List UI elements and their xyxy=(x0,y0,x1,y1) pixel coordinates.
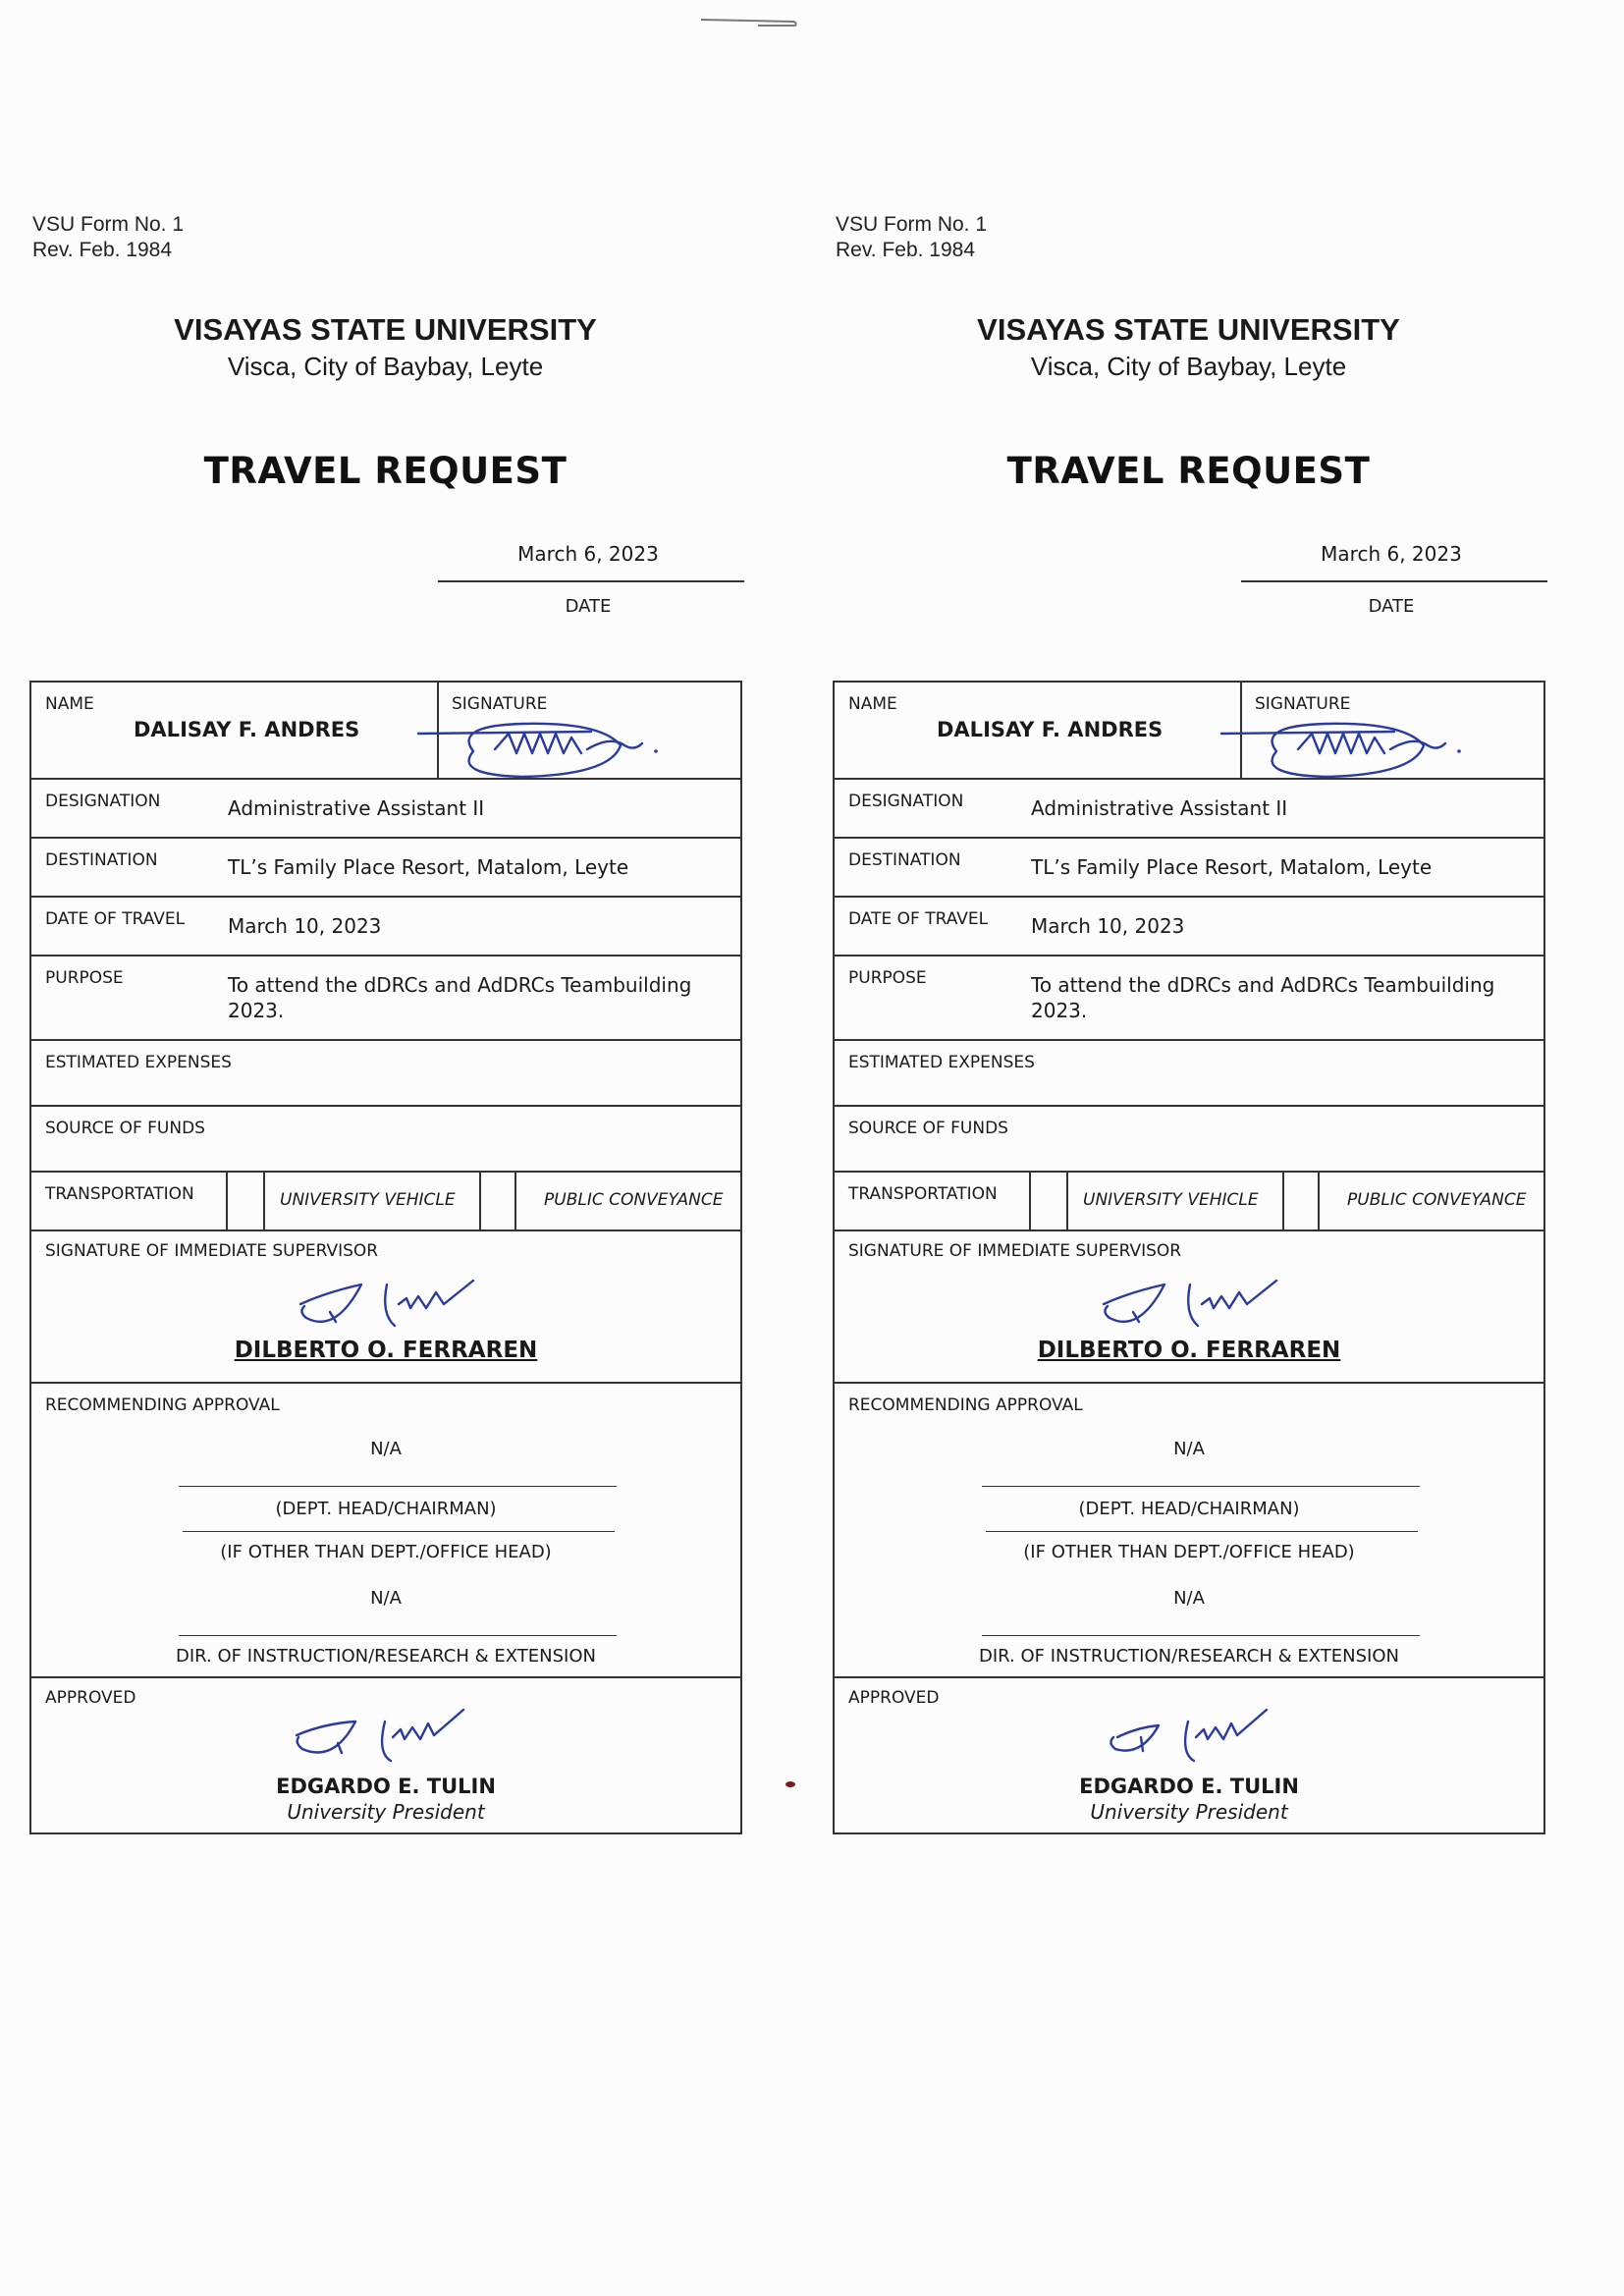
recommending-approval-row xyxy=(31,1384,740,1678)
supervisor-row xyxy=(31,1231,740,1384)
supervisor-name: DILBERTO O. FERRAREN xyxy=(1037,1338,1341,1363)
purpose-label: PURPOSE xyxy=(848,968,927,988)
signature-label: SIGNATURE xyxy=(452,694,548,714)
dept-head-label: (DEPT. HEAD/CHAIRMAN) xyxy=(275,1499,497,1519)
date-label: DATE xyxy=(565,596,612,617)
public-conveyance-checkbox[interactable] xyxy=(479,1173,481,1230)
recommending-approval-label: RECOMMENDING APPROVAL xyxy=(45,1395,280,1415)
approved-label: APPROVED xyxy=(45,1688,136,1708)
name-label: NAME xyxy=(45,694,94,714)
date-of-travel-label: DATE OF TRAVEL xyxy=(848,909,989,929)
dept-head-signature-line xyxy=(982,1486,1420,1487)
transportation-label: TRANSPORTATION xyxy=(45,1184,194,1204)
destination-label: DESTINATION xyxy=(848,850,961,870)
if-other-label: (IF OTHER THAN DEPT./OFFICE HEAD) xyxy=(1023,1542,1355,1562)
transportation-row xyxy=(31,1173,740,1231)
other-head-signature-line xyxy=(986,1531,1418,1532)
source-of-funds-label: SOURCE OF FUNDS xyxy=(45,1119,205,1138)
source-of-funds-row xyxy=(31,1107,740,1173)
supervisor-signature xyxy=(1100,1275,1335,1347)
if-other-label: (IF OTHER THAN DEPT./OFFICE HEAD) xyxy=(220,1542,552,1562)
university-vehicle-checkbox[interactable] xyxy=(1029,1173,1031,1230)
designation-value: Administrative Assistant II xyxy=(1031,796,1288,820)
transport-option-public-conveyance: PUBLIC CONVEYANCE xyxy=(544,1190,724,1210)
transport-option-university-vehicle: UNIVERSITY VEHICLE xyxy=(280,1190,456,1210)
supervisor-signature xyxy=(297,1275,532,1347)
university-name: VISAYAS STATE UNIVERSITY xyxy=(977,312,1400,347)
date-of-travel-value: March 10, 2023 xyxy=(228,914,382,938)
name-label: NAME xyxy=(848,694,897,714)
destination-row xyxy=(835,839,1543,898)
estimated-expenses-row xyxy=(31,1041,740,1107)
estimated-expenses-label: ESTIMATED EXPENSES xyxy=(45,1053,232,1072)
director-signature-line xyxy=(982,1635,1420,1636)
dept-head-signature-line xyxy=(179,1486,617,1487)
approved-row xyxy=(835,1678,1543,1836)
supervisor-row xyxy=(835,1231,1543,1384)
university-name: VISAYAS STATE UNIVERSITY xyxy=(174,312,597,347)
president-signature xyxy=(1098,1708,1294,1777)
transportation-row xyxy=(835,1173,1543,1231)
estimated-expenses-label: ESTIMATED EXPENSES xyxy=(848,1053,1035,1072)
source-of-funds-row xyxy=(835,1107,1543,1173)
travel-request-form-left xyxy=(29,0,745,1846)
date-of-travel-value: March 10, 2023 xyxy=(1031,914,1185,938)
travel-request-form-right xyxy=(833,0,1548,1846)
university-vehicle-checkbox[interactable] xyxy=(226,1173,228,1230)
date-of-travel-label: DATE OF TRAVEL xyxy=(45,909,186,929)
form-revision: Rev. Feb. 1984 xyxy=(32,239,173,261)
name-value: DALISAY F. ANDRES xyxy=(134,718,360,741)
form-number: VSU Form No. 1 xyxy=(32,213,185,236)
designation-row xyxy=(835,780,1543,839)
checkbox-divider xyxy=(514,1173,516,1230)
form-header xyxy=(32,212,184,263)
destination-label: DESTINATION xyxy=(45,850,158,870)
dept-head-label: (DEPT. HEAD/CHAIRMAN) xyxy=(1078,1499,1300,1519)
president-name: EDGARDO E. TULIN xyxy=(1079,1775,1299,1798)
public-conveyance-checkbox[interactable] xyxy=(1282,1173,1284,1230)
destination-value: TL’s Family Place Resort, Matalom, Leyte xyxy=(1031,855,1433,879)
date-value: March 6, 2023 xyxy=(1321,542,1462,566)
date-of-travel-row xyxy=(835,898,1543,957)
form-title: TRAVEL REQUEST xyxy=(203,450,568,492)
president-title: University President xyxy=(287,1800,485,1824)
approved-label: APPROVED xyxy=(848,1688,940,1708)
checkbox-divider xyxy=(1066,1173,1068,1230)
designation-value: Administrative Assistant II xyxy=(228,796,485,820)
ink-speck xyxy=(785,1781,795,1787)
name-value: DALISAY F. ANDRES xyxy=(937,718,1164,741)
president-signature xyxy=(295,1708,491,1777)
transport-option-university-vehicle: UNIVERSITY VEHICLE xyxy=(1083,1190,1259,1210)
destination-value: TL’s Family Place Resort, Matalom, Leyte xyxy=(228,855,629,879)
request-table xyxy=(833,681,1545,1834)
form-title: TRAVEL REQUEST xyxy=(1006,450,1371,492)
purpose-value: To attend the dDRCs and AdDRCs Teambuilding 2023. xyxy=(1031,973,1495,1022)
transport-option-public-conveyance: PUBLIC CONVEYANCE xyxy=(1347,1190,1527,1210)
destination-row xyxy=(31,839,740,898)
form-header xyxy=(836,212,987,263)
estimated-expenses-row xyxy=(835,1041,1543,1107)
recommending-approval-label: RECOMMENDING APPROVAL xyxy=(848,1395,1083,1415)
recommending-na-2: N/A xyxy=(370,1588,402,1609)
supervisor-label: SIGNATURE OF IMMEDIATE SUPERVISOR xyxy=(848,1241,1182,1261)
purpose-row xyxy=(835,957,1543,1041)
name-row xyxy=(31,683,740,780)
designation-row xyxy=(31,780,740,839)
date-rule xyxy=(438,580,744,582)
president-title: University President xyxy=(1090,1800,1288,1824)
request-table xyxy=(29,681,742,1834)
purpose-row xyxy=(31,957,740,1041)
director-signature-line xyxy=(179,1635,617,1636)
recommending-na-1: N/A xyxy=(1173,1439,1205,1459)
other-head-signature-line xyxy=(183,1531,615,1532)
director-label: DIR. OF INSTRUCTION/RESEARCH & EXTENSION xyxy=(176,1646,596,1667)
name-row xyxy=(835,683,1543,780)
president-name: EDGARDO E. TULIN xyxy=(276,1775,496,1798)
date-rule xyxy=(1241,580,1547,582)
supervisor-name: DILBERTO O. FERRAREN xyxy=(234,1338,538,1363)
checkbox-divider xyxy=(263,1173,265,1230)
purpose-label: PURPOSE xyxy=(45,968,124,988)
recommending-na-2: N/A xyxy=(1173,1588,1205,1609)
approved-row xyxy=(31,1678,740,1836)
supervisor-label: SIGNATURE OF IMMEDIATE SUPERVISOR xyxy=(45,1241,379,1261)
source-of-funds-label: SOURCE OF FUNDS xyxy=(848,1119,1008,1138)
form-number: VSU Form No. 1 xyxy=(836,213,988,236)
director-label: DIR. OF INSTRUCTION/RESEARCH & EXTENSION xyxy=(979,1646,1399,1667)
recommending-approval-row xyxy=(835,1384,1543,1678)
signature-label: SIGNATURE xyxy=(1255,694,1351,714)
date-of-travel-row xyxy=(31,898,740,957)
transportation-label: TRANSPORTATION xyxy=(848,1184,998,1204)
university-address: Visca, City of Baybay, Leyte xyxy=(1030,352,1347,381)
designation-label: DESIGNATION xyxy=(848,792,964,811)
date-label: DATE xyxy=(1368,596,1415,617)
university-address: Visca, City of Baybay, Leyte xyxy=(227,352,544,381)
purpose-value: To attend the dDRCs and AdDRCs Teambuilding 2023. xyxy=(228,973,692,1022)
checkbox-divider xyxy=(1318,1173,1320,1230)
date-value: March 6, 2023 xyxy=(517,542,659,566)
form-revision: Rev. Feb. 1984 xyxy=(836,239,976,261)
recommending-na-1: N/A xyxy=(370,1439,402,1459)
designation-label: DESIGNATION xyxy=(45,792,161,811)
